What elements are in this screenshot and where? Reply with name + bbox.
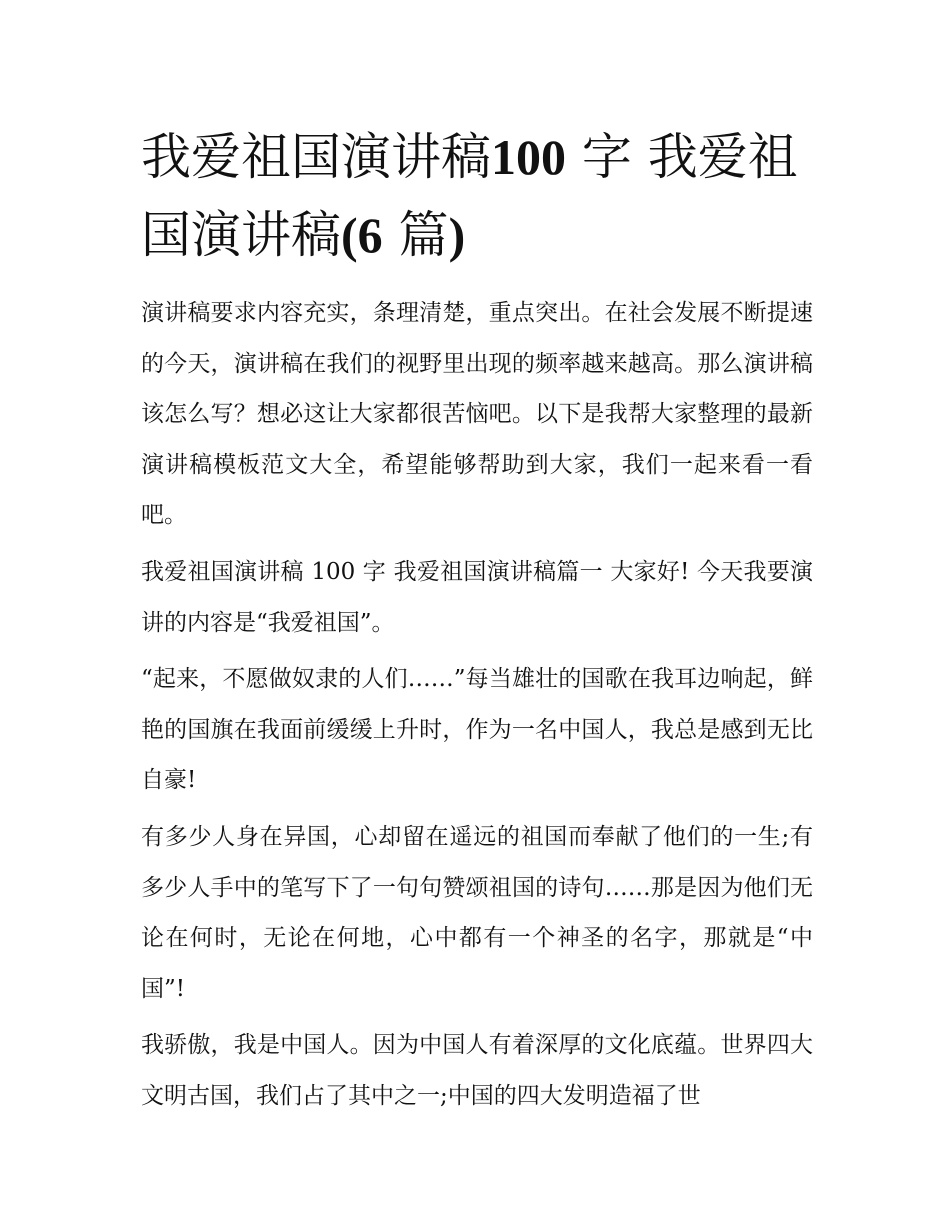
- title-text-2: 字 我爱祖国演讲稿: [141, 128, 798, 264]
- document-page: [141, 118, 813, 1128]
- paragraph-speech-opening: 我爱祖国演讲稿 100 字 我爱祖国演讲稿篇一 大家好! 今天我要演讲的内容是“我爱祖国”。: [141, 558, 813, 636]
- paragraph-intro: 演讲稿要求内容充实，条理清楚，重点突出。在社会发展不断提速的今天，演讲稿在我们的视野里出现的频率越来越高。那么演讲稿该怎么写？想必这让大家都很苦恼吧。以下是我帮大家整理的最新演讲稿模板范文大全，希望能够帮助到大家，我们一起来看一看吧。: [141, 300, 813, 529]
- document-title: [141, 118, 813, 274]
- title-number-1: 100: [491, 129, 566, 185]
- title-text-1: 我爱祖国演讲稿: [141, 128, 491, 186]
- document-body: [141, 288, 813, 1122]
- paragraph-anthem: “起来，不愿做奴隶的人们……”每当雄壮的国歌在我耳边响起，鲜艳的国旗在我面前缓缓上升时，作为一名中国人，我总是感到无比自豪!: [141, 666, 813, 794]
- title-number-3: ): [448, 207, 466, 263]
- paragraph-overseas: 有多少人身在异国，心却留在遥远的祖国而奉献了他们的一生;有多少人手中的笔写下了一句句赞颂祖国的诗句……那是因为他们无论在何时，无论在何地，心中都有一个神圣的名字，那就是“中国”!: [141, 823, 813, 1002]
- paragraph-culture: 我骄傲，我是中国人。因为中国人有着深厚的文化底蕴。世界四大文明古国，我们占了其中之一;中国的四大发明造福了世: [141, 1032, 813, 1109]
- title-number-2: (6: [341, 207, 383, 263]
- title-text-3: 篇: [382, 206, 449, 264]
